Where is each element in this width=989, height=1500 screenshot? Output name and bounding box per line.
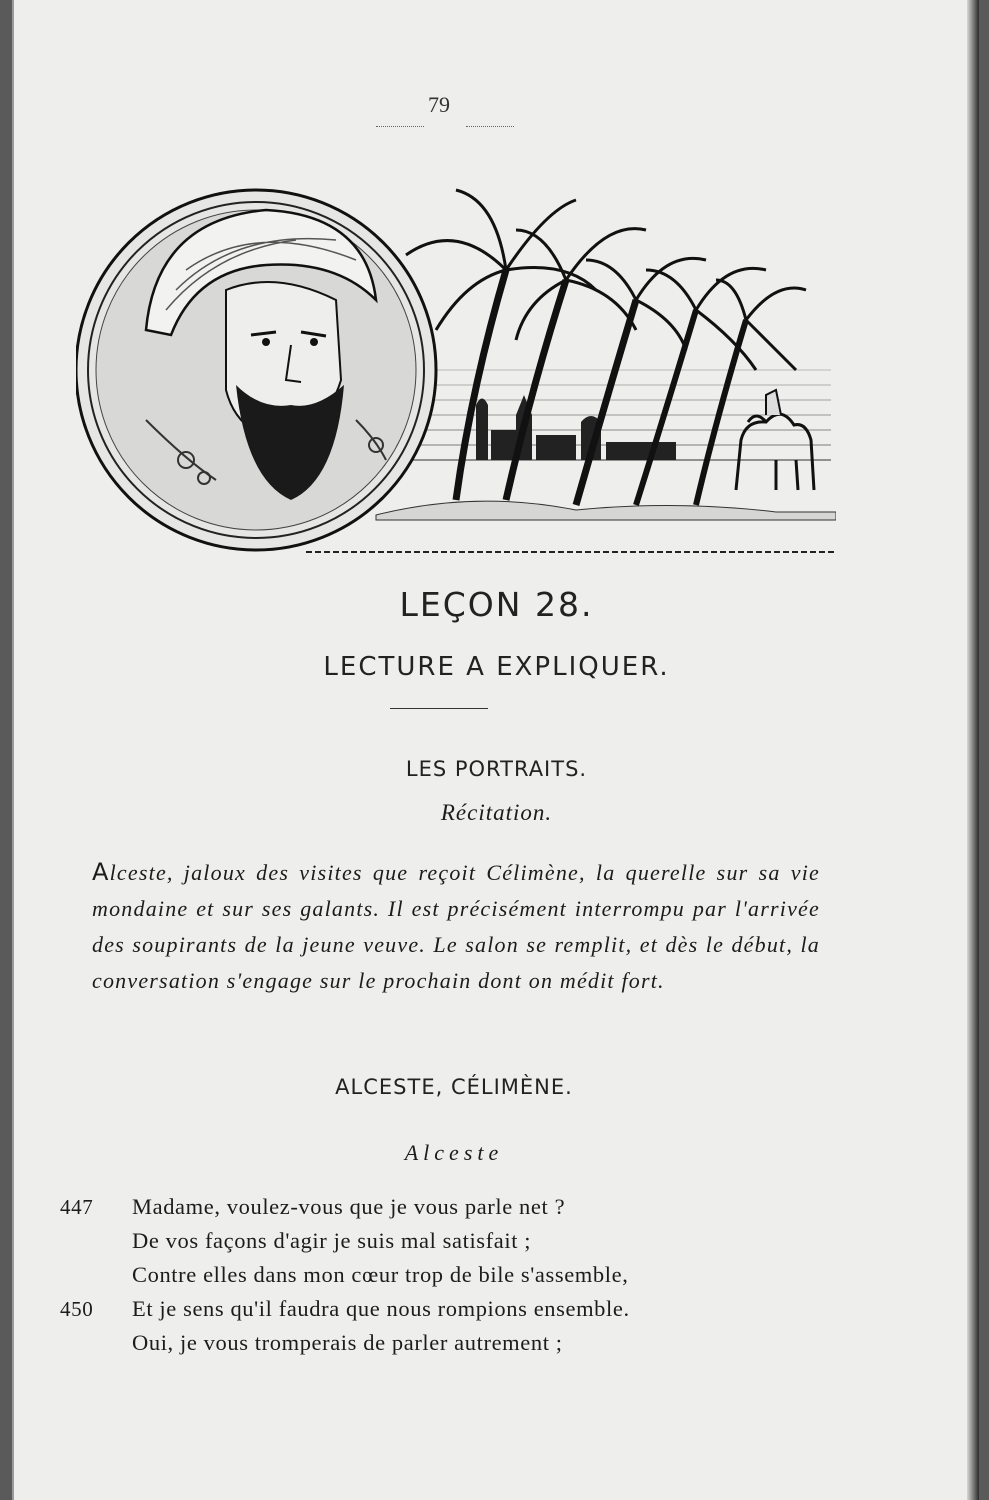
verse-line xyxy=(60,1190,820,1224)
page-number-rule-right xyxy=(466,126,514,127)
verse-text: Et je sens qu'il faudra que nous rompions ensemble. xyxy=(132,1296,630,1321)
verse-block xyxy=(60,1190,820,1360)
verse-number: 450 xyxy=(60,1297,94,1321)
book-page xyxy=(12,0,979,1500)
intro-paragraph xyxy=(92,854,820,999)
verse-text: De vos façons d'agir je suis mal satisfait ; xyxy=(132,1228,532,1253)
verse-line xyxy=(60,1326,820,1360)
page-number-rule-left xyxy=(376,126,424,127)
verse-number: 447 xyxy=(60,1195,94,1219)
intro-dropcap: A xyxy=(92,858,110,886)
lesson-title: LEÇON 28. xyxy=(399,585,594,624)
verse-text: Oui, je vous tromperais de parler autrement ; xyxy=(132,1330,563,1355)
lesson-subtitle: LECTURE A EXPLIQUER. xyxy=(323,652,670,682)
verse-text: Madame, voulez-vous que je vous parle net ? xyxy=(132,1194,566,1219)
turbaned-man-portrait-icon xyxy=(76,190,436,550)
speaker-name: Alceste xyxy=(404,1140,504,1165)
section-subtitle: Récitation. xyxy=(440,800,553,825)
page-number: 79 xyxy=(428,92,450,117)
verse-line xyxy=(60,1224,820,1258)
intro-text: lceste, jaloux des visites que reçoit Célimène, la querelle sur sa vie mondaine et sur ses galants. Il est précisément interrompu par l'arrivée des soupirants de la jeune veuve. Le salon se remplit, et dès le début, la conversation s'engage sur le prochain dont on médit fort. xyxy=(92,860,820,993)
verse-text: Contre elles dans mon cœur trop de bile s'assemble, xyxy=(132,1262,629,1287)
verse-line xyxy=(60,1292,820,1326)
verse-line xyxy=(60,1258,820,1292)
page-edge-shadow xyxy=(967,0,979,1500)
title-divider xyxy=(390,708,488,709)
scene-heading: ALCESTE, CÉLIMÈNE. xyxy=(335,1075,573,1099)
header-illustration xyxy=(76,160,836,560)
section-title: LES PORTRAITS. xyxy=(405,757,588,781)
